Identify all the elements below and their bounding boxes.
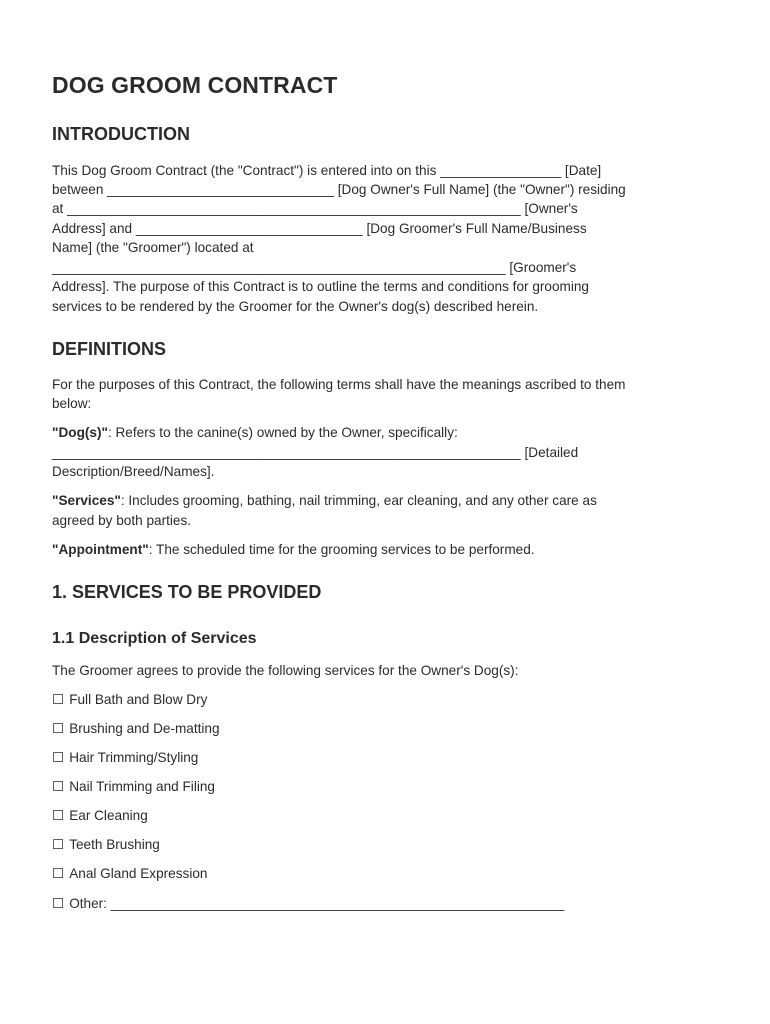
definition-text: : Includes grooming, bathing, nail trimming, ear cleaning, and any other care as <box>120 493 597 508</box>
intro-line: between ______________________________ [Dog Owner's Full Name] (the "Owner") residing <box>52 182 626 197</box>
checkbox-icon[interactable]: ☐ <box>52 721 65 736</box>
definition-term: "Appointment" <box>52 542 149 557</box>
checkbox-icon[interactable]: ☐ <box>52 866 65 881</box>
definition-term: "Dog(s)" <box>52 425 108 440</box>
section-1-heading: 1. SERVICES TO BE PROVIDED <box>52 582 322 602</box>
service-option-label: Hair Trimming/Styling <box>69 750 199 765</box>
service-option[interactable] <box>52 806 148 825</box>
definition-text: Description/Breed/Names]. <box>52 464 215 479</box>
definition-text: : The scheduled time for the grooming services to be performed. <box>148 542 535 557</box>
section-1-1-heading: 1.1 Description of Services <box>52 630 257 647</box>
definitions-heading: DEFINITIONS <box>52 339 167 359</box>
definition-text: ______________________________________________________________ [Detailed <box>52 445 579 460</box>
service-option-label: Anal Gland Expression <box>69 866 208 881</box>
service-option-label: Full Bath and Blow Dry <box>69 692 208 707</box>
services-intro: The Groomer agrees to provide the following services for the Owner's Dog(s): <box>52 663 519 678</box>
definition-text: : Refers to the canine(s) owned by the Owner, specifically: <box>107 425 458 440</box>
checkbox-icon[interactable]: ☐ <box>52 808 65 823</box>
service-option-label: Other: ____________________________________________________________ <box>69 896 565 911</box>
document-title: DOG GROOM CONTRACT <box>52 72 338 98</box>
checkbox-icon[interactable]: ☐ <box>52 779 65 794</box>
intro-line: Name] (the "Groomer") located at <box>52 240 254 255</box>
introduction-heading: INTRODUCTION <box>52 124 190 144</box>
service-option[interactable] <box>52 864 207 883</box>
intro-line: Address] and ______________________________ [Dog Groomer's Full Name/Business <box>52 221 587 236</box>
service-option[interactable] <box>52 894 564 913</box>
checkbox-icon[interactable]: ☐ <box>52 896 65 911</box>
service-option-label: Brushing and De-matting <box>69 721 220 736</box>
service-option[interactable] <box>52 690 207 709</box>
service-option-label: Nail Trimming and Filing <box>69 779 215 794</box>
service-option[interactable] <box>52 719 220 738</box>
intro-line: at ____________________________________________________________ [Owner's <box>52 201 578 216</box>
intro-line: services to be rendered by the Groomer for the Owner's dog(s) described herein. <box>52 299 539 314</box>
intro-line: Address]. The purpose of this Contract is to outline the terms and conditions for grooming <box>52 279 589 294</box>
definition-term: "Services" <box>52 493 121 508</box>
service-option-label: Teeth Brushing <box>69 837 160 852</box>
intro-line: This Dog Groom Contract (the "Contract") is entered into on this ________________ [Date] <box>52 163 602 178</box>
checkbox-icon[interactable]: ☐ <box>52 837 65 852</box>
service-option[interactable] <box>52 748 198 767</box>
service-option[interactable] <box>52 777 215 796</box>
definitions-intro-line: For the purposes of this Contract, the following terms shall have the meanings ascribed to them <box>52 377 626 392</box>
definition-text: agreed by both parties. <box>52 513 192 528</box>
checkbox-icon[interactable]: ☐ <box>52 692 65 707</box>
service-option[interactable] <box>52 835 160 854</box>
checkbox-icon[interactable]: ☐ <box>52 750 65 765</box>
intro-line: ____________________________________________________________ [Groomer's <box>52 260 577 275</box>
service-option-label: Ear Cleaning <box>69 808 148 823</box>
definitions-intro-line: below: <box>52 396 92 411</box>
